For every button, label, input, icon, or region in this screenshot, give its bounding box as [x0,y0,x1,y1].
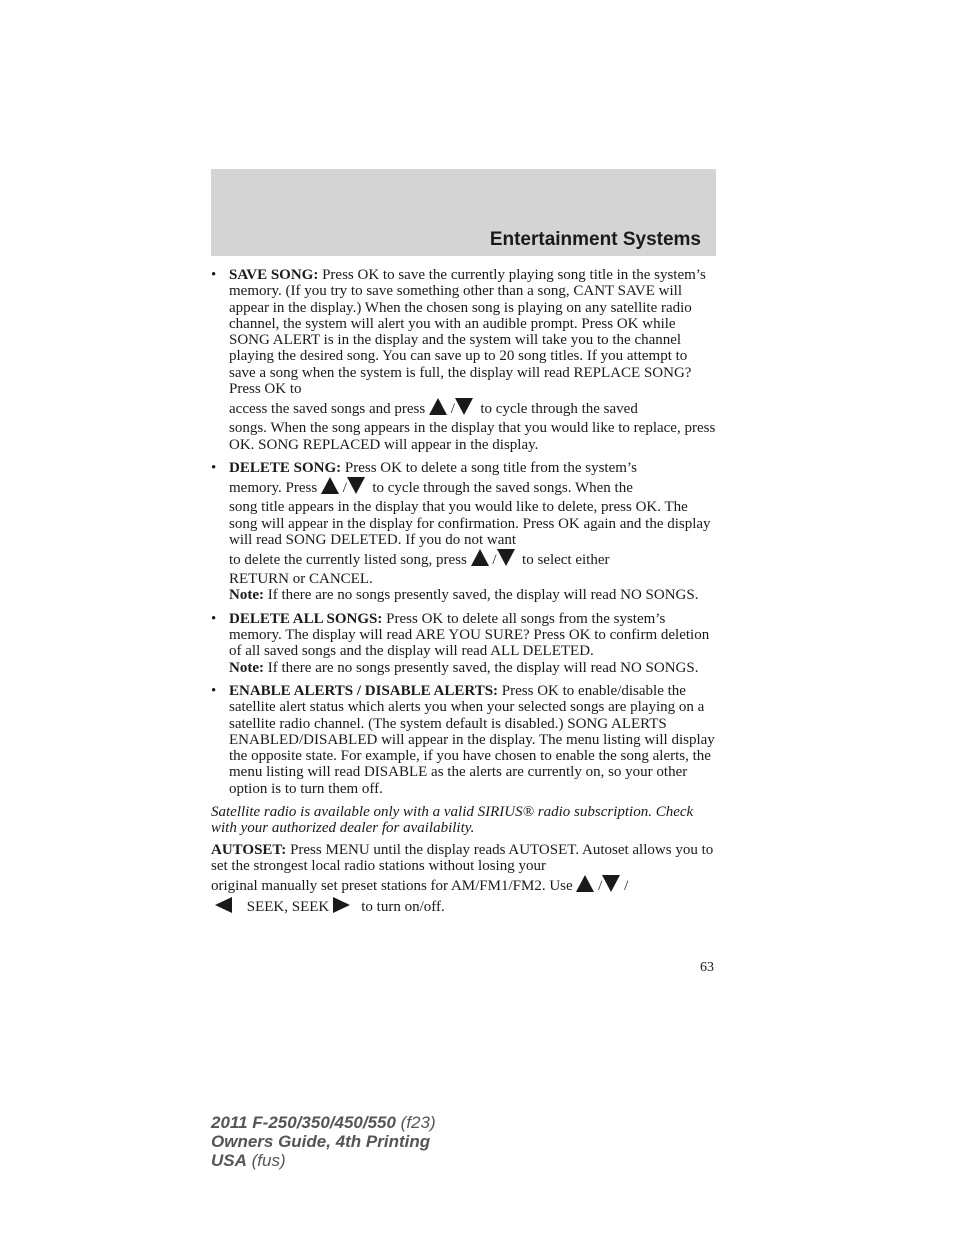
delete-song-text-4: song title appears in the display that you would like to delete, press OK. The song will appear in the display for confirmation. Press OK again and the display will read SONG DELETED. If you do not want [229,499,711,548]
autoset-text: Press MENU until the display reads AUTOSET. Autoset allows you to set the strongest local radio stations without losing your [211,841,714,874]
page-content [211,267,717,918]
delete-all-text: Press OK to delete all songs from the system’s memory. The display will read ARE YOU SURE? Press OK to confirm deletion of all saved songs and the display will read ALL DELETED. [229,610,710,660]
term-delete-song: DELETE SONG: [229,459,342,476]
section-title: Entertainment Systems [489,229,701,250]
footer-line-2: Owners Guide, 4th Printing [211,1132,431,1151]
arrow-up-icon [429,398,447,415]
bullet-alerts [211,683,717,797]
bullet-delete-all [211,611,717,676]
footer-model: 2011 F-250/350/450/550 [211,1113,396,1132]
autoset-text-3: to turn on/off. [361,899,445,916]
bullet-dot: • [211,682,217,699]
arrow-down-icon [497,549,515,566]
save-song-icon-line [229,398,717,419]
autoset-icon-line-2 [211,897,717,917]
arrow-down-icon [455,398,473,415]
slash: / [624,878,629,895]
save-song-text: Press OK to save the currently playing song title in the system’s memory. (If you try to save something other than a song, CANT SAVE will appear in the display.) When the chosen song is playing on any satellite radio channel, the system will alert you with an audible prompt. Press OK while SONG ALERT is in the display and the system will take you to the channel playing the desired song. You can save up to 20 song titles. If you attempt to save a song when the system is full, the display will read REPLACE SONG? Press OK to [229,267,706,398]
footer-line-3 [211,1151,436,1170]
delete-song-text-7: RETURN or CANCEL. [229,571,373,588]
delete-song-text-3: to cycle through the saved songs. When the [372,480,633,497]
autoset-text-2: original manually set preset stations for AM/FM1/FM2. Use [211,878,573,895]
delete-song-icon-line-1 [229,477,717,498]
term-autoset: AUTOSET: [211,841,287,858]
delete-song-icon-line-2 [229,549,717,570]
bullet-save-song [211,267,717,453]
footer-market: USA [211,1151,247,1170]
note-label: Note: [229,587,264,604]
note-text: If there are no songs presently saved, the display will read NO SONGS. [263,587,699,604]
slash: / [492,552,497,569]
header-band [211,169,716,256]
footer-line-1 [211,1113,436,1132]
bullet-delete-song [211,460,717,604]
note-label: Note: [229,659,264,676]
arrow-up-icon [576,875,594,892]
slash: / [342,480,347,497]
term-delete-all: DELETE ALL SONGS: [229,610,383,627]
footer-code: (f23) [395,1113,436,1132]
note-text: If there are no songs presently saved, the display will read NO SONGS. [263,659,699,676]
bullet-dot: • [211,610,217,627]
term-save-song: SAVE SONG: [229,267,319,283]
delete-song-text-2: memory. Press [229,480,318,497]
arrow-down-icon [347,477,365,494]
footer [211,1113,436,1170]
save-song-text-4: songs. When the song appears in the display that you would like to replace, press OK. SONG REPLACED will appear in the display. [229,420,716,453]
term-alerts: ENABLE ALERTS / DISABLE ALERTS: [229,682,499,699]
save-song-text-2: access the saved songs and press [229,401,426,418]
arrow-down-icon [602,875,620,892]
delete-song-text-5: to delete the currently listed song, press [229,552,467,569]
arrow-up-icon [471,549,489,566]
satellite-note: Satellite radio is available only with a valid SIRIUS® radio subscription. Check with your authorized dealer for availability. [211,804,694,837]
bullet-dot: • [211,459,217,476]
bullet-dot: • [211,267,217,283]
slash: / [598,878,603,895]
alerts-text: Press OK to enable/disable the satellite alert status which alerts you when your selected songs are playing on a satellite radio channel. (The system default is disabled.) SONG ALERTS ENABLED/DISABLED will appear in the display. The menu listing will display the opposite state. For example, if you have chosen to enable the song alerts, the menu listing will read DISABLE as the alerts are currently on, so your other option is to turn them off. [229,682,715,797]
page-number: 63 [700,960,714,975]
autoset-paragraph [211,842,717,918]
slash: / [450,401,455,418]
autoset-icon-line-1 [211,875,717,896]
footer-market-code: (fus) [246,1151,286,1170]
delete-song-text-6: to select either [522,552,610,569]
save-song-text-3: to cycle through the saved [480,401,638,418]
arrow-up-icon [321,477,339,494]
arrow-left-icon [215,897,232,913]
delete-song-text: Press OK to delete a song title from the system’s [341,459,637,476]
arrow-right-icon [333,897,350,913]
seek-label: SEEK, SEEK [246,899,330,916]
